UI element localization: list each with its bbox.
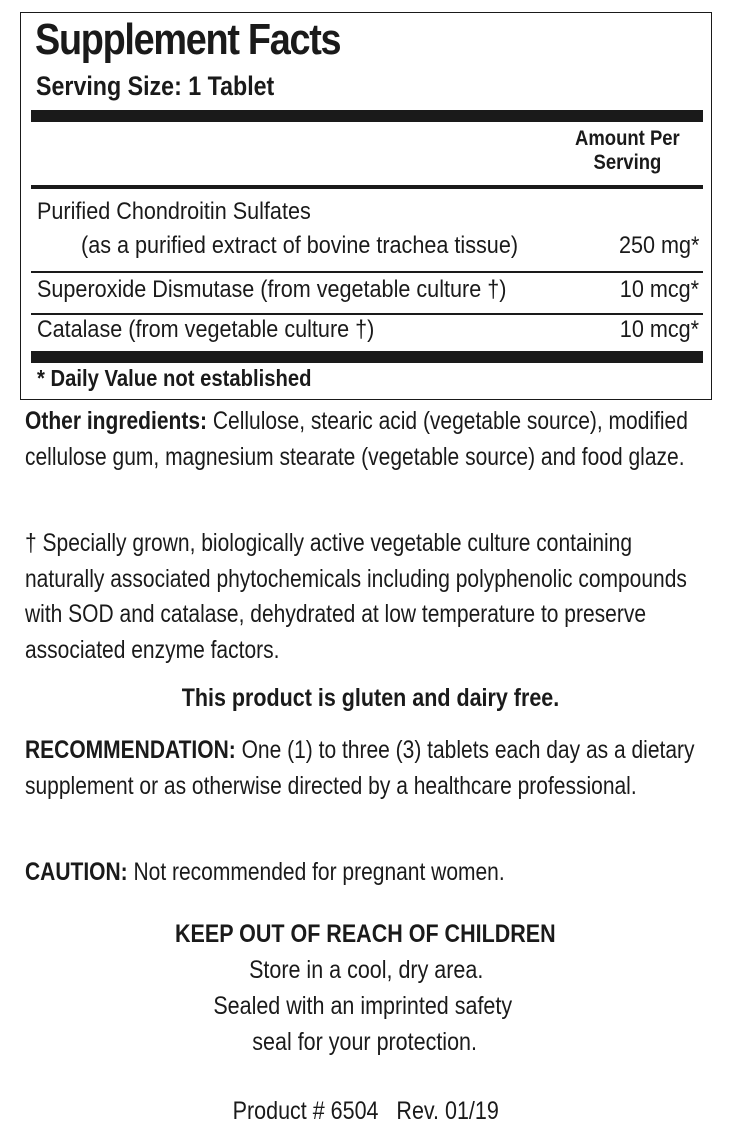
culture-note: † Specially grown, biologically active vegetable culture containing naturally associated phytochemicals including polyphenolic compounds with SOD and catalase, dehydrated at low temperature to preserve associated enzyme factors. xyxy=(25,529,687,664)
caution xyxy=(25,855,697,891)
gluten-statement: This product is gluten and dairy free. xyxy=(181,684,560,712)
storage-line: seal for your protection. xyxy=(252,1028,477,1056)
serving-size: Serving Size: 1 Tablet xyxy=(36,71,275,101)
amount-per-serving-header: Amount Per Serving xyxy=(575,127,680,174)
other-ingredients-text: Cellulose, stearic acid (vegetable source), modified cellulose gum, magnesium stearate (vegetable source) and food glaze. xyxy=(25,407,688,471)
ingredient-amount: 250 mg* xyxy=(618,232,699,259)
panel-title: Supplement Facts xyxy=(35,15,341,64)
storage-line: Store in a cool, dry area. xyxy=(249,956,484,984)
row-divider xyxy=(31,313,703,315)
other-ingredients xyxy=(25,404,697,475)
caution-label: CAUTION: xyxy=(25,858,128,886)
ingredient-name: Catalase (from vegetable culture †) xyxy=(37,316,375,343)
product-number: Product # 6504 Rev. 01/19 xyxy=(232,1097,499,1125)
header-divider xyxy=(31,185,703,189)
other-ingredients-label: Other ingredients: xyxy=(25,407,208,435)
keep-out-warning: KEEP OUT OF REACH OF CHILDREN xyxy=(175,920,556,948)
daily-value-note: * Daily Value not established xyxy=(37,365,312,391)
recommendation xyxy=(25,733,697,804)
recommendation-text: One (1) to three (3) tablets each day as a dietary supplement or as otherwise directed by a healthcare professional. xyxy=(25,736,695,800)
ingredient-amount: 10 mcg* xyxy=(619,276,699,303)
ingredient-amount: 10 mcg* xyxy=(619,316,699,343)
ingredient-name: Purified Chondroitin Sulfates xyxy=(37,198,311,225)
caution-text: Not recommended for pregnant women. xyxy=(127,858,505,886)
ingredient-subtext: (as a purified extract of bovine trachea tissue) xyxy=(81,232,519,259)
top-divider xyxy=(31,110,703,122)
recommendation-label: RECOMMENDATION: xyxy=(25,736,236,764)
storage-line: Sealed with an imprinted safety xyxy=(213,992,512,1020)
bottom-divider xyxy=(31,351,703,363)
supplement-facts-panel xyxy=(20,12,712,400)
ingredient-name: Superoxide Dismutase (from vegetable culture †) xyxy=(37,276,507,303)
row-divider xyxy=(31,271,703,273)
